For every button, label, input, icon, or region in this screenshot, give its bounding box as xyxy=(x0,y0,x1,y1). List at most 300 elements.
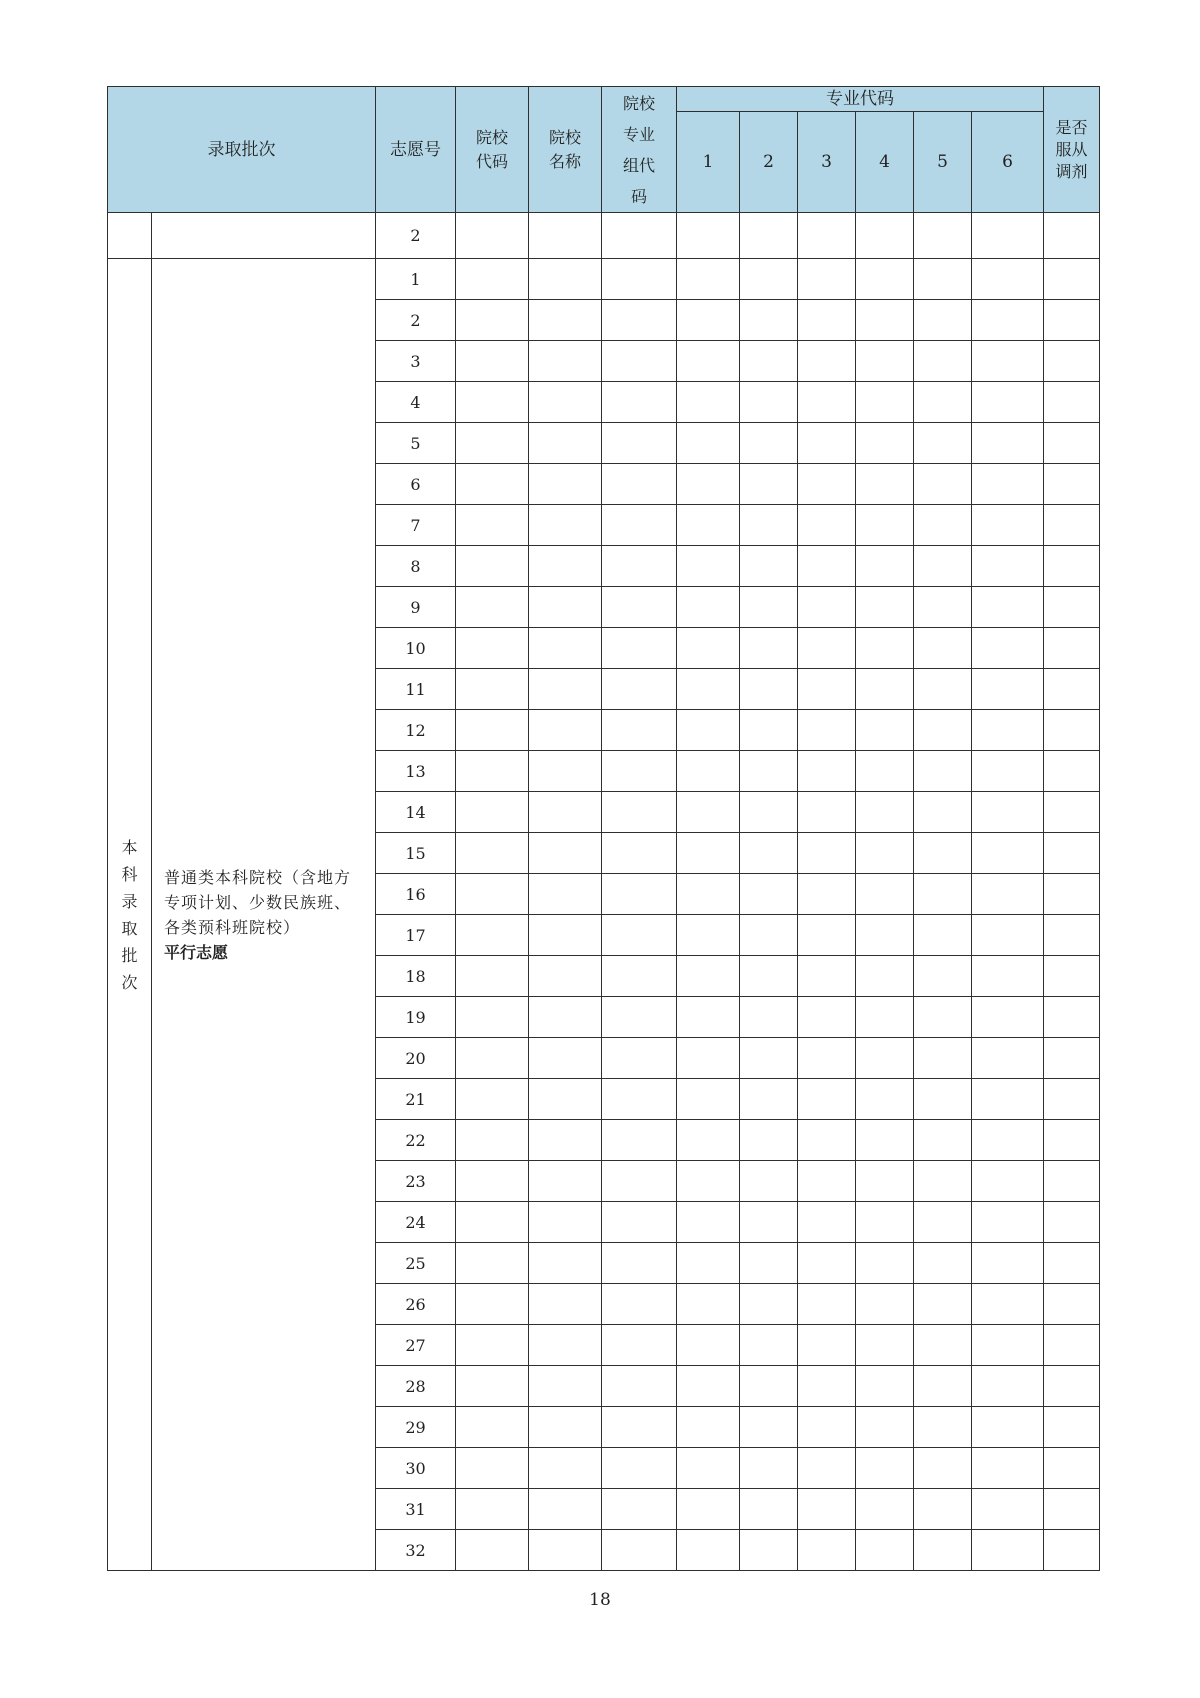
major-code-cell[interactable] xyxy=(740,1407,798,1448)
major-code-cell[interactable] xyxy=(740,628,798,669)
school-name-cell[interactable] xyxy=(529,464,602,505)
school-name-cell[interactable] xyxy=(529,1530,602,1571)
major-code-cell[interactable] xyxy=(856,1489,914,1530)
school-code-cell[interactable] xyxy=(456,1407,529,1448)
major-code-cell[interactable] xyxy=(798,464,856,505)
major-code-cell[interactable] xyxy=(677,915,740,956)
major-code-cell[interactable] xyxy=(677,628,740,669)
major-code-cell[interactable] xyxy=(972,423,1044,464)
major-code-cell[interactable] xyxy=(677,1407,740,1448)
major-code-cell[interactable] xyxy=(856,1284,914,1325)
major-code-cell[interactable] xyxy=(677,874,740,915)
major-code-cell[interactable] xyxy=(798,382,856,423)
adjust-cell[interactable] xyxy=(1044,1489,1100,1530)
major-code-cell[interactable] xyxy=(914,1202,972,1243)
major-code-cell[interactable] xyxy=(972,628,1044,669)
major-code-cell[interactable] xyxy=(798,1161,856,1202)
major-code-cell[interactable] xyxy=(972,1079,1044,1120)
major-code-cell[interactable] xyxy=(798,1530,856,1571)
group-code-cell[interactable] xyxy=(602,1120,677,1161)
major-code-cell[interactable] xyxy=(972,213,1044,259)
major-code-cell[interactable] xyxy=(972,1202,1044,1243)
major-code-cell[interactable] xyxy=(856,1120,914,1161)
group-code-cell[interactable] xyxy=(602,213,677,259)
major-code-cell[interactable] xyxy=(914,587,972,628)
group-code-cell[interactable] xyxy=(602,1325,677,1366)
major-code-cell[interactable] xyxy=(972,587,1044,628)
school-code-cell[interactable] xyxy=(456,341,529,382)
major-code-cell[interactable] xyxy=(856,423,914,464)
major-code-cell[interactable] xyxy=(677,213,740,259)
major-code-cell[interactable] xyxy=(856,669,914,710)
group-code-cell[interactable] xyxy=(602,1407,677,1448)
major-code-cell[interactable] xyxy=(914,213,972,259)
major-code-cell[interactable] xyxy=(856,833,914,874)
group-code-cell[interactable] xyxy=(602,915,677,956)
school-name-cell[interactable] xyxy=(529,628,602,669)
adjust-cell[interactable] xyxy=(1044,1448,1100,1489)
group-code-cell[interactable] xyxy=(602,1038,677,1079)
major-code-cell[interactable] xyxy=(677,1489,740,1530)
major-code-cell[interactable] xyxy=(914,1489,972,1530)
major-code-cell[interactable] xyxy=(740,997,798,1038)
school-code-cell[interactable] xyxy=(456,1243,529,1284)
major-code-cell[interactable] xyxy=(798,300,856,341)
major-code-cell[interactable] xyxy=(914,1325,972,1366)
group-code-cell[interactable] xyxy=(602,423,677,464)
group-code-cell[interactable] xyxy=(602,300,677,341)
adjust-cell[interactable] xyxy=(1044,1038,1100,1079)
school-name-cell[interactable] xyxy=(529,1407,602,1448)
group-code-cell[interactable] xyxy=(602,259,677,300)
major-code-cell[interactable] xyxy=(798,1325,856,1366)
major-code-cell[interactable] xyxy=(740,915,798,956)
major-code-cell[interactable] xyxy=(677,1284,740,1325)
school-code-cell[interactable] xyxy=(456,1448,529,1489)
school-code-cell[interactable] xyxy=(456,874,529,915)
school-name-cell[interactable] xyxy=(529,505,602,546)
adjust-cell[interactable] xyxy=(1044,751,1100,792)
school-code-cell[interactable] xyxy=(456,423,529,464)
major-code-cell[interactable] xyxy=(740,1079,798,1120)
group-code-cell[interactable] xyxy=(602,505,677,546)
school-name-cell[interactable] xyxy=(529,669,602,710)
major-code-cell[interactable] xyxy=(677,833,740,874)
major-code-cell[interactable] xyxy=(972,546,1044,587)
major-code-cell[interactable] xyxy=(740,1366,798,1407)
group-code-cell[interactable] xyxy=(602,1448,677,1489)
major-code-cell[interactable] xyxy=(856,382,914,423)
major-code-cell[interactable] xyxy=(740,1202,798,1243)
major-code-cell[interactable] xyxy=(914,546,972,587)
major-code-cell[interactable] xyxy=(677,259,740,300)
major-code-cell[interactable] xyxy=(740,423,798,464)
group-code-cell[interactable] xyxy=(602,546,677,587)
school-name-cell[interactable] xyxy=(529,833,602,874)
major-code-cell[interactable] xyxy=(914,874,972,915)
school-name-cell[interactable] xyxy=(529,1243,602,1284)
group-code-cell[interactable] xyxy=(602,628,677,669)
major-code-cell[interactable] xyxy=(914,382,972,423)
major-code-cell[interactable] xyxy=(740,792,798,833)
school-name-cell[interactable] xyxy=(529,1325,602,1366)
adjust-cell[interactable] xyxy=(1044,505,1100,546)
adjust-cell[interactable] xyxy=(1044,546,1100,587)
school-code-cell[interactable] xyxy=(456,956,529,997)
major-code-cell[interactable] xyxy=(972,505,1044,546)
major-code-cell[interactable] xyxy=(856,751,914,792)
major-code-cell[interactable] xyxy=(677,1202,740,1243)
major-code-cell[interactable] xyxy=(677,423,740,464)
major-code-cell[interactable] xyxy=(856,213,914,259)
school-code-cell[interactable] xyxy=(456,669,529,710)
major-code-cell[interactable] xyxy=(972,1325,1044,1366)
major-code-cell[interactable] xyxy=(856,259,914,300)
major-code-cell[interactable] xyxy=(798,505,856,546)
major-code-cell[interactable] xyxy=(798,213,856,259)
major-code-cell[interactable] xyxy=(914,1120,972,1161)
major-code-cell[interactable] xyxy=(972,464,1044,505)
major-code-cell[interactable] xyxy=(740,1161,798,1202)
school-code-cell[interactable] xyxy=(456,710,529,751)
adjust-cell[interactable] xyxy=(1044,669,1100,710)
major-code-cell[interactable] xyxy=(972,1038,1044,1079)
major-code-cell[interactable] xyxy=(972,792,1044,833)
major-code-cell[interactable] xyxy=(798,546,856,587)
major-code-cell[interactable] xyxy=(856,464,914,505)
adjust-cell[interactable] xyxy=(1044,464,1100,505)
adjust-cell[interactable] xyxy=(1044,1407,1100,1448)
major-code-cell[interactable] xyxy=(972,1489,1044,1530)
adjust-cell[interactable] xyxy=(1044,874,1100,915)
major-code-cell[interactable] xyxy=(856,1325,914,1366)
major-code-cell[interactable] xyxy=(740,546,798,587)
major-code-cell[interactable] xyxy=(972,1530,1044,1571)
school-code-cell[interactable] xyxy=(456,300,529,341)
major-code-cell[interactable] xyxy=(972,915,1044,956)
major-code-cell[interactable] xyxy=(798,1407,856,1448)
major-code-cell[interactable] xyxy=(972,1120,1044,1161)
major-code-cell[interactable] xyxy=(740,1448,798,1489)
school-name-cell[interactable] xyxy=(529,792,602,833)
major-code-cell[interactable] xyxy=(677,1161,740,1202)
group-code-cell[interactable] xyxy=(602,792,677,833)
major-code-cell[interactable] xyxy=(740,213,798,259)
major-code-cell[interactable] xyxy=(856,792,914,833)
major-code-cell[interactable] xyxy=(798,956,856,997)
school-name-cell[interactable] xyxy=(529,587,602,628)
school-code-cell[interactable] xyxy=(456,1079,529,1120)
adjust-cell[interactable] xyxy=(1044,710,1100,751)
major-code-cell[interactable] xyxy=(740,505,798,546)
major-code-cell[interactable] xyxy=(677,1530,740,1571)
major-code-cell[interactable] xyxy=(677,464,740,505)
major-code-cell[interactable] xyxy=(677,505,740,546)
school-code-cell[interactable] xyxy=(456,1325,529,1366)
school-name-cell[interactable] xyxy=(529,546,602,587)
school-name-cell[interactable] xyxy=(529,874,602,915)
major-code-cell[interactable] xyxy=(856,710,914,751)
major-code-cell[interactable] xyxy=(914,1407,972,1448)
major-code-cell[interactable] xyxy=(677,956,740,997)
school-code-cell[interactable] xyxy=(456,1202,529,1243)
school-code-cell[interactable] xyxy=(456,213,529,259)
major-code-cell[interactable] xyxy=(740,1284,798,1325)
adjust-cell[interactable] xyxy=(1044,300,1100,341)
adjust-cell[interactable] xyxy=(1044,341,1100,382)
group-code-cell[interactable] xyxy=(602,997,677,1038)
group-code-cell[interactable] xyxy=(602,1079,677,1120)
major-code-cell[interactable] xyxy=(856,1530,914,1571)
school-code-cell[interactable] xyxy=(456,915,529,956)
major-code-cell[interactable] xyxy=(914,669,972,710)
major-code-cell[interactable] xyxy=(856,300,914,341)
adjust-cell[interactable] xyxy=(1044,1202,1100,1243)
major-code-cell[interactable] xyxy=(856,1038,914,1079)
school-name-cell[interactable] xyxy=(529,1120,602,1161)
major-code-cell[interactable] xyxy=(740,382,798,423)
major-code-cell[interactable] xyxy=(914,792,972,833)
major-code-cell[interactable] xyxy=(740,833,798,874)
group-code-cell[interactable] xyxy=(602,382,677,423)
major-code-cell[interactable] xyxy=(856,1366,914,1407)
major-code-cell[interactable] xyxy=(798,915,856,956)
school-code-cell[interactable] xyxy=(456,1366,529,1407)
major-code-cell[interactable] xyxy=(740,587,798,628)
major-code-cell[interactable] xyxy=(740,1120,798,1161)
school-name-cell[interactable] xyxy=(529,382,602,423)
group-code-cell[interactable] xyxy=(602,341,677,382)
school-code-cell[interactable] xyxy=(456,505,529,546)
school-code-cell[interactable] xyxy=(456,546,529,587)
major-code-cell[interactable] xyxy=(740,1325,798,1366)
major-code-cell[interactable] xyxy=(856,915,914,956)
major-code-cell[interactable] xyxy=(972,833,1044,874)
group-code-cell[interactable] xyxy=(602,464,677,505)
school-name-cell[interactable] xyxy=(529,423,602,464)
school-code-cell[interactable] xyxy=(456,751,529,792)
major-code-cell[interactable] xyxy=(972,300,1044,341)
major-code-cell[interactable] xyxy=(798,669,856,710)
major-code-cell[interactable] xyxy=(972,1448,1044,1489)
group-code-cell[interactable] xyxy=(602,1284,677,1325)
major-code-cell[interactable] xyxy=(677,1325,740,1366)
major-code-cell[interactable] xyxy=(856,341,914,382)
major-code-cell[interactable] xyxy=(798,1120,856,1161)
major-code-cell[interactable] xyxy=(914,710,972,751)
major-code-cell[interactable] xyxy=(798,710,856,751)
major-code-cell[interactable] xyxy=(677,1079,740,1120)
school-name-cell[interactable] xyxy=(529,1366,602,1407)
school-code-cell[interactable] xyxy=(456,628,529,669)
adjust-cell[interactable] xyxy=(1044,792,1100,833)
adjust-cell[interactable] xyxy=(1044,628,1100,669)
major-code-cell[interactable] xyxy=(856,1407,914,1448)
major-code-cell[interactable] xyxy=(677,1120,740,1161)
major-code-cell[interactable] xyxy=(914,1530,972,1571)
group-code-cell[interactable] xyxy=(602,833,677,874)
adjust-cell[interactable] xyxy=(1044,587,1100,628)
school-name-cell[interactable] xyxy=(529,1489,602,1530)
major-code-cell[interactable] xyxy=(798,833,856,874)
school-name-cell[interactable] xyxy=(529,1284,602,1325)
major-code-cell[interactable] xyxy=(740,1243,798,1284)
major-code-cell[interactable] xyxy=(740,300,798,341)
school-code-cell[interactable] xyxy=(456,792,529,833)
major-code-cell[interactable] xyxy=(677,1448,740,1489)
school-code-cell[interactable] xyxy=(456,259,529,300)
major-code-cell[interactable] xyxy=(972,874,1044,915)
major-code-cell[interactable] xyxy=(798,997,856,1038)
major-code-cell[interactable] xyxy=(798,792,856,833)
major-code-cell[interactable] xyxy=(972,1284,1044,1325)
major-code-cell[interactable] xyxy=(914,751,972,792)
major-code-cell[interactable] xyxy=(740,464,798,505)
major-code-cell[interactable] xyxy=(677,1243,740,1284)
major-code-cell[interactable] xyxy=(740,341,798,382)
group-code-cell[interactable] xyxy=(602,751,677,792)
major-code-cell[interactable] xyxy=(914,1448,972,1489)
school-name-cell[interactable] xyxy=(529,1161,602,1202)
major-code-cell[interactable] xyxy=(677,710,740,751)
group-code-cell[interactable] xyxy=(602,1161,677,1202)
group-code-cell[interactable] xyxy=(602,587,677,628)
major-code-cell[interactable] xyxy=(798,1038,856,1079)
major-code-cell[interactable] xyxy=(740,751,798,792)
adjust-cell[interactable] xyxy=(1044,833,1100,874)
adjust-cell[interactable] xyxy=(1044,382,1100,423)
school-code-cell[interactable] xyxy=(456,1120,529,1161)
school-code-cell[interactable] xyxy=(456,1161,529,1202)
adjust-cell[interactable] xyxy=(1044,259,1100,300)
major-code-cell[interactable] xyxy=(740,1038,798,1079)
major-code-cell[interactable] xyxy=(740,1530,798,1571)
major-code-cell[interactable] xyxy=(914,259,972,300)
major-code-cell[interactable] xyxy=(677,1038,740,1079)
major-code-cell[interactable] xyxy=(856,1448,914,1489)
major-code-cell[interactable] xyxy=(798,1366,856,1407)
major-code-cell[interactable] xyxy=(856,956,914,997)
major-code-cell[interactable] xyxy=(798,587,856,628)
major-code-cell[interactable] xyxy=(798,1202,856,1243)
major-code-cell[interactable] xyxy=(677,587,740,628)
school-code-cell[interactable] xyxy=(456,1038,529,1079)
major-code-cell[interactable] xyxy=(856,1202,914,1243)
major-code-cell[interactable] xyxy=(972,259,1044,300)
major-code-cell[interactable] xyxy=(856,874,914,915)
major-code-cell[interactable] xyxy=(677,792,740,833)
major-code-cell[interactable] xyxy=(914,1079,972,1120)
major-code-cell[interactable] xyxy=(914,915,972,956)
major-code-cell[interactable] xyxy=(914,997,972,1038)
school-code-cell[interactable] xyxy=(456,833,529,874)
major-code-cell[interactable] xyxy=(798,1079,856,1120)
major-code-cell[interactable] xyxy=(798,341,856,382)
adjust-cell[interactable] xyxy=(1044,1530,1100,1571)
major-code-cell[interactable] xyxy=(914,628,972,669)
adjust-cell[interactable] xyxy=(1044,1120,1100,1161)
school-code-cell[interactable] xyxy=(456,997,529,1038)
major-code-cell[interactable] xyxy=(740,956,798,997)
school-name-cell[interactable] xyxy=(529,300,602,341)
major-code-cell[interactable] xyxy=(914,1366,972,1407)
major-code-cell[interactable] xyxy=(740,259,798,300)
adjust-cell[interactable] xyxy=(1044,1161,1100,1202)
major-code-cell[interactable] xyxy=(856,1243,914,1284)
major-code-cell[interactable] xyxy=(798,259,856,300)
major-code-cell[interactable] xyxy=(856,1161,914,1202)
group-code-cell[interactable] xyxy=(602,1202,677,1243)
school-name-cell[interactable] xyxy=(529,710,602,751)
major-code-cell[interactable] xyxy=(914,1284,972,1325)
adjust-cell[interactable] xyxy=(1044,915,1100,956)
major-code-cell[interactable] xyxy=(972,1243,1044,1284)
major-code-cell[interactable] xyxy=(677,751,740,792)
group-code-cell[interactable] xyxy=(602,669,677,710)
major-code-cell[interactable] xyxy=(856,505,914,546)
adjust-cell[interactable] xyxy=(1044,423,1100,464)
major-code-cell[interactable] xyxy=(798,1448,856,1489)
adjust-cell[interactable] xyxy=(1044,1366,1100,1407)
major-code-cell[interactable] xyxy=(914,956,972,997)
major-code-cell[interactable] xyxy=(914,1161,972,1202)
major-code-cell[interactable] xyxy=(677,382,740,423)
school-name-cell[interactable] xyxy=(529,997,602,1038)
major-code-cell[interactable] xyxy=(856,997,914,1038)
major-code-cell[interactable] xyxy=(856,628,914,669)
major-code-cell[interactable] xyxy=(972,1161,1044,1202)
school-code-cell[interactable] xyxy=(456,1489,529,1530)
major-code-cell[interactable] xyxy=(972,669,1044,710)
school-code-cell[interactable] xyxy=(456,587,529,628)
major-code-cell[interactable] xyxy=(798,874,856,915)
group-code-cell[interactable] xyxy=(602,956,677,997)
school-name-cell[interactable] xyxy=(529,213,602,259)
school-name-cell[interactable] xyxy=(529,1038,602,1079)
major-code-cell[interactable] xyxy=(740,669,798,710)
school-name-cell[interactable] xyxy=(529,915,602,956)
major-code-cell[interactable] xyxy=(972,1407,1044,1448)
major-code-cell[interactable] xyxy=(677,997,740,1038)
school-name-cell[interactable] xyxy=(529,259,602,300)
major-code-cell[interactable] xyxy=(677,341,740,382)
group-code-cell[interactable] xyxy=(602,1530,677,1571)
major-code-cell[interactable] xyxy=(914,505,972,546)
school-name-cell[interactable] xyxy=(529,341,602,382)
major-code-cell[interactable] xyxy=(798,1284,856,1325)
group-code-cell[interactable] xyxy=(602,1489,677,1530)
major-code-cell[interactable] xyxy=(740,710,798,751)
group-code-cell[interactable] xyxy=(602,874,677,915)
major-code-cell[interactable] xyxy=(914,423,972,464)
school-name-cell[interactable] xyxy=(529,1202,602,1243)
major-code-cell[interactable] xyxy=(972,997,1044,1038)
major-code-cell[interactable] xyxy=(740,1489,798,1530)
major-code-cell[interactable] xyxy=(914,1038,972,1079)
major-code-cell[interactable] xyxy=(798,423,856,464)
major-code-cell[interactable] xyxy=(914,300,972,341)
major-code-cell[interactable] xyxy=(914,341,972,382)
major-code-cell[interactable] xyxy=(972,751,1044,792)
adjust-cell[interactable] xyxy=(1044,956,1100,997)
school-name-cell[interactable] xyxy=(529,1448,602,1489)
group-code-cell[interactable] xyxy=(602,1366,677,1407)
major-code-cell[interactable] xyxy=(677,669,740,710)
school-name-cell[interactable] xyxy=(529,956,602,997)
group-code-cell[interactable] xyxy=(602,710,677,751)
adjust-cell[interactable] xyxy=(1044,997,1100,1038)
major-code-cell[interactable] xyxy=(677,300,740,341)
